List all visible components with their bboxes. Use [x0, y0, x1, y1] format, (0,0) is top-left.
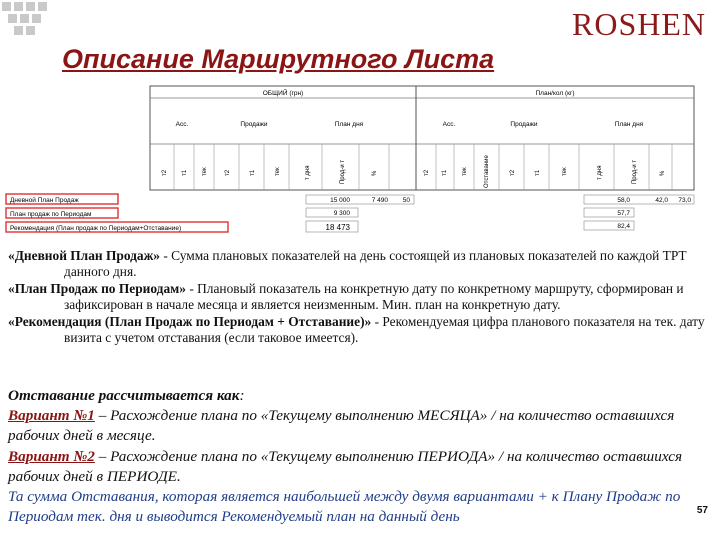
- row-label-daily: Дневной План Продаж: [10, 197, 79, 204]
- col-label: Прод-и т: [340, 159, 346, 184]
- col-label: %: [660, 170, 666, 176]
- variant-2-label: Вариант №2: [8, 447, 95, 465]
- lag-lead: Отставание рассчитывается как: [8, 387, 240, 404]
- sub-label: План дня: [614, 121, 644, 128]
- definition-item: «Дневной План Продаж» - Сумма плановых показателей на день состоящей из плановых показателей по каждой ТРТ данного дня.: [8, 248, 687, 280]
- page-number: 57: [696, 505, 708, 516]
- lag-notes: Отставание рассчитывается как: Вариант №1 – Расхождение плана по «Текущему выполнению МЕСЯЦА» / на количество оставшихся рабочих дней в месяце. Вариант №2 – Расхождение плана по «Текущему выполнению ПЕРИОДА» / на количество оставшихся рабочих дней в ПЕРИОДЕ. Та сумма Отставания, которая является наибольшей между двумя вариантами + к Плану Продаж по Периодам тек. дня и выводится Рекомендуемый план на данный день: [8, 386, 714, 527]
- decorative-squares: [0, 0, 70, 40]
- group-general-label: ОБЩИЙ (грн): [262, 90, 304, 97]
- col-label: т2: [510, 169, 516, 176]
- definition-item: «План Продаж по Периодам» - Плановый показатель на конкретную дату по конкретному маршруту, сформирован и зафиксирован в начале месяца и является неизменным. Мин. план на конкретную дату.: [8, 280, 684, 313]
- route-sheet-table: [4, 84, 716, 244]
- col-label: тек: [275, 167, 281, 176]
- summary-text: Та сумма Отставания, которая является наибольшей между двумя вариантами + к Плану Продаж по Периодам тек. дня и выводится Рекомендуемый план на данный день: [8, 488, 681, 526]
- variant-1-text: – Расхождение плана по «Текущему выполнению МЕСЯЦА» / на количество оставшихся рабочих дней в месяце.: [8, 407, 675, 445]
- col-label: Прод-и т: [632, 159, 638, 184]
- col-label: Отставание: [484, 155, 490, 188]
- variant-2-text: – Расхождение плана по «Текущему выполнению ПЕРИОДА» / на количество оставшихся рабочих дней в ПЕРИОДЕ.: [8, 447, 683, 485]
- sub-label: План дня: [334, 121, 364, 128]
- sub-label: Асс.: [442, 121, 456, 128]
- col-label: %: [372, 170, 378, 176]
- value-cell: 82,4: [617, 223, 630, 230]
- value-cell: 15 000: [330, 197, 350, 204]
- col-label: тек: [202, 167, 208, 176]
- definitions: [8, 248, 714, 346]
- roshen-logo: ROSHEN: [571, 6, 706, 42]
- col-label: т2: [424, 169, 430, 176]
- sub-label: Асс.: [175, 121, 189, 128]
- value-cell: 57,7: [617, 210, 630, 217]
- col-label: т2: [162, 169, 168, 176]
- col-label: т1: [250, 169, 256, 176]
- col-label: тек: [462, 167, 468, 176]
- col-label: т1: [442, 169, 448, 176]
- value-cell: 42,0: [655, 197, 668, 204]
- value-cell: 50: [402, 197, 410, 204]
- row-label-recommend: Рекомендация (План продаж по Периодам+Отставание): [10, 225, 182, 232]
- sub-label: Продажи: [240, 121, 268, 128]
- col-label: т дня: [305, 165, 311, 180]
- col-label: т дня: [597, 165, 603, 180]
- value-cell: 58,0: [617, 197, 630, 204]
- row-label-period: План продаж по Периодам: [10, 211, 92, 218]
- col-label: т1: [535, 169, 541, 176]
- value-cell: 7 490: [371, 197, 388, 204]
- value-cell: 18 473: [325, 223, 350, 232]
- col-label: т1: [182, 169, 188, 176]
- variant-1-label: Вариант №1: [8, 407, 95, 425]
- page-title: Описание Маршрутного Листа: [62, 44, 495, 74]
- sub-label: Продажи: [510, 121, 538, 128]
- col-label: т2: [225, 169, 231, 176]
- value-cell: 9 300: [333, 210, 350, 217]
- group-plan-label: План/кол (кг): [535, 90, 575, 97]
- value-cell: 73,0: [678, 197, 691, 204]
- col-label: тек: [562, 167, 568, 176]
- definition-item: «Рекомендация (План Продаж по Периодам + Отставание)» - Рекомендуемая цифра планового показателя на тек. дату визита с учетом отставания (если таковое имеется).: [8, 313, 705, 346]
